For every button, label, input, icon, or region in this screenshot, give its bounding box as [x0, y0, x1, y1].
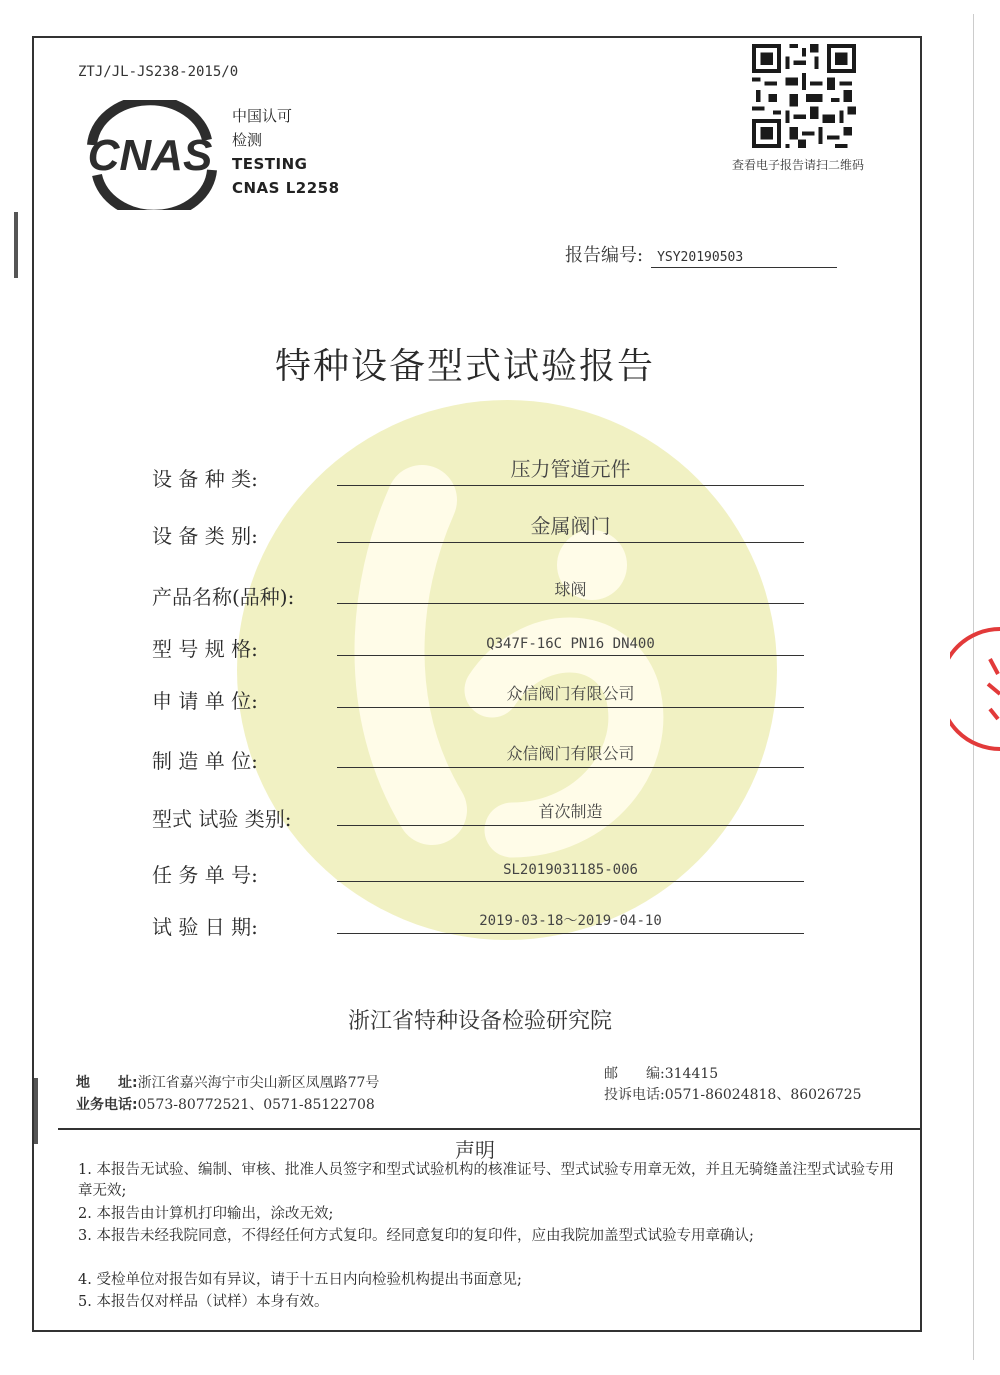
field-underline	[337, 707, 804, 708]
field-underline	[337, 825, 804, 826]
postcode-label: 邮 编:	[604, 1066, 665, 1082]
field-value: 众信阀门有限公司	[506, 684, 635, 703]
field-value: Q347F-16C PN16 DN400	[486, 636, 655, 652]
declaration-title: 声明	[455, 1138, 495, 1162]
field-applicant	[152, 678, 804, 714]
field-value: 金属阀门	[530, 514, 611, 538]
report-title: 特种设备型式试验报告	[274, 346, 655, 387]
complaint-phone	[604, 1084, 862, 1104]
field-label: 型式 试验 类别:	[152, 807, 292, 831]
accreditation-block	[232, 104, 340, 200]
field-label: 试 验 日 期:	[152, 915, 258, 939]
postcode	[604, 1063, 718, 1083]
document-code: ZTJ/JL-JS238-2015/0	[78, 64, 239, 80]
binding-mark-top	[14, 212, 18, 278]
declaration-item-4: 4. 受检单位对报告如有异议，请于十五日内向检验机构提出书面意见;	[78, 1272, 522, 1288]
report-number-label: 报告编号:	[565, 245, 644, 266]
field-test-category	[152, 796, 804, 832]
field-label: 任 务 单 号:	[152, 863, 258, 887]
declaration-item-5: 5. 本报告仅对样品（试样）本身有效。	[78, 1294, 329, 1310]
declaration-divider	[58, 1128, 922, 1130]
accreditation-line-4: CNAS L2258	[232, 179, 340, 197]
address-value: 浙江省嘉兴海宁市尖山新区凤凰路77号	[137, 1075, 380, 1091]
red-seal-stamp	[950, 624, 1000, 754]
field-manufacturer	[152, 738, 804, 774]
field-value: 众信阀门有限公司	[506, 744, 635, 763]
field-underline	[337, 881, 804, 882]
field-underline	[337, 603, 804, 604]
field-value: 压力管道元件	[510, 457, 631, 481]
address-label: 地 址:	[76, 1075, 138, 1091]
field-label: 产品名称(品种):	[152, 585, 295, 609]
cnas-logo	[72, 100, 227, 210]
business-phone-label: 业务电话:	[76, 1097, 138, 1113]
field-label: 型 号 规 格:	[152, 637, 258, 661]
field-value: 首次制造	[538, 802, 603, 821]
cnas-logo-text: CNAS	[87, 131, 213, 180]
qr-code[interactable]	[752, 44, 856, 148]
field-underline	[337, 933, 804, 934]
accreditation-line-3: TESTING	[232, 155, 308, 173]
postcode-value: 314415	[664, 1066, 719, 1082]
field-task-number	[152, 852, 804, 888]
field-underline	[337, 542, 804, 543]
field-value: 球阀	[554, 580, 587, 599]
field-equipment-category	[152, 513, 804, 549]
report-number-value: YSY20190503	[651, 250, 837, 268]
field-label: 制 造 单 位:	[152, 749, 258, 773]
declaration-item-1: 1. 本报告无试验、编制、审核、批准人员签字和型式试验机构的核准证号、型式试验专用章无效，并且无骑缝盖注型式试验专用章无效;	[78, 1162, 894, 1199]
field-model-spec	[152, 626, 804, 662]
declaration-item-3: 3. 本报告未经我院同意，不得经任何方式复印。经同意复印的复印件，应由我院加盖型式试验专用章确认;	[78, 1228, 754, 1244]
field-label: 设 备 类 别:	[152, 524, 258, 548]
issuing-institute: 浙江省特种设备检验研究院	[347, 1009, 612, 1034]
business-phone	[76, 1094, 375, 1114]
field-value: SL2019031185-006	[503, 862, 638, 878]
declaration-item-2: 2. 本报告由计算机打印输出，涂改无效;	[78, 1206, 334, 1222]
accreditation-line-2: 检测	[232, 131, 263, 149]
business-phone-value: 0573-80772521、0571-85122708	[137, 1097, 375, 1113]
field-product-name	[152, 574, 804, 610]
field-label: 申 请 单 位:	[152, 689, 258, 713]
field-value: 2019-03-18～2019-04-10	[479, 913, 662, 929]
field-label: 设 备 种 类:	[152, 467, 258, 491]
address	[76, 1072, 379, 1092]
accreditation-line-1: 中国认可	[232, 107, 293, 125]
complaint-phone-value: 0571-86024818、86026725	[664, 1087, 862, 1103]
field-underline	[337, 767, 804, 768]
complaint-phone-label: 投诉电话:	[604, 1087, 665, 1103]
qr-caption: 查看电子报告请扫二维码	[732, 158, 865, 172]
field-underline	[337, 655, 804, 656]
field-underline	[337, 485, 804, 486]
field-test-date	[152, 904, 804, 940]
field-equipment-type	[152, 456, 804, 492]
report-number	[565, 241, 837, 268]
